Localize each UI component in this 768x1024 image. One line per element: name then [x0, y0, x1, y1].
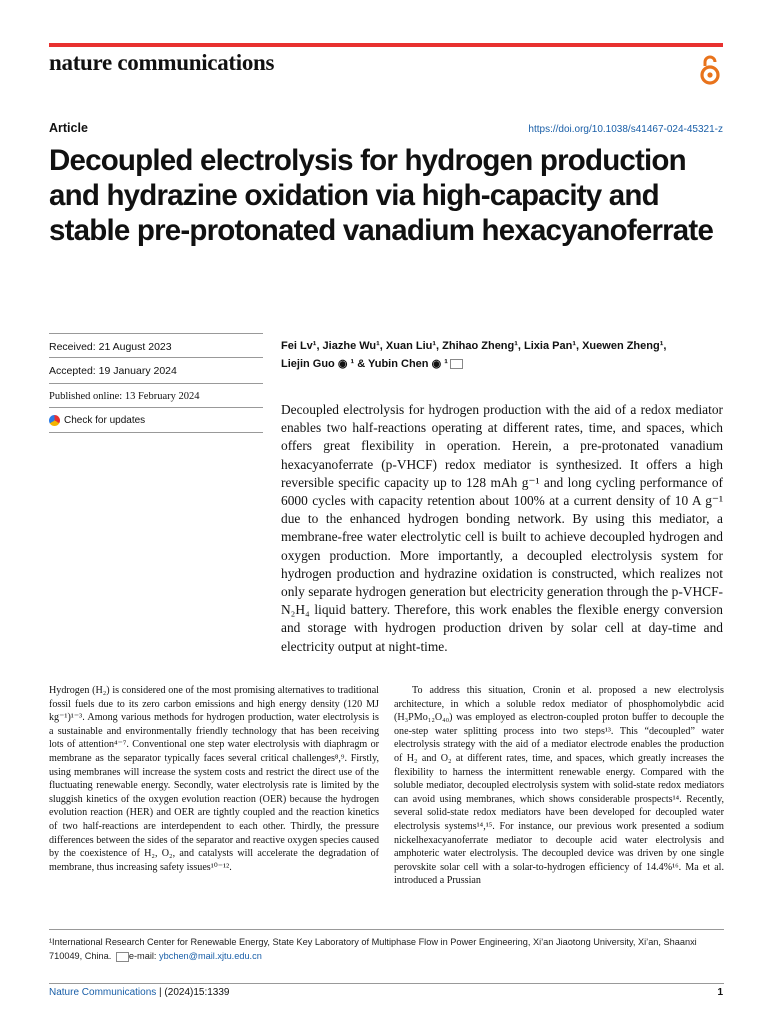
footer-divider — [49, 983, 724, 984]
paper-title: Decoupled electrolysis for hydrogen production and hydrazine oxidation via high-capacity and stable pre-protonated vanadium hexacyanoferrate — [49, 144, 714, 247]
body-column-1: Hydrogen (H₂) is considered one of the most promising alternatives to traditional fossil fuels due to its zero carbon emissions and high energy density (120 MJ kg⁻¹)¹⁻³. Among various methods for hydrogen production, water electrolysis is a sustainable and environmentally friendly technology that has been receiving lots of attention⁴⁻⁷. Conventional one step water electrolysis with diaphragm or membrane as the separator typically faces several critical challenges⁸,⁹. Firstly, using membranes will increase the system costs and restrict the direct use of the fluctuating renewable energy. Secondly, water electrolysis rate is limited by the sluggish kinetics of the oxygen evolution reaction (OER) because the hydrogen evolution reaction (HER) and OER are tightly coupled and the reaction kinetics of two half-reactions are interdependent to each other. Thirdly, the pressure differences between the sides of the separator and reactive oxygen species caused by the coexistence of H₂, O₂, and catalysts will accelerate the degradation of membrane, thus increasing safety issues¹⁰⁻¹². — [49, 685, 379, 873]
body-column-2: To address this situation, Cronin et al. proposed a new electrolysis architecture, in which a soluble redox mediator of phosphomolybdic acid (H₃PMo₁₂O₄₀) was employed as electron-coupled proton buffer to decouple the one-step water splitting process into two steps¹³. This “decoupled” water electrolysis strategy with the aid of a mediator electrode enables the production of H₂ and O₂ at different rates, time, and spaces, which greatly increases the flexibility to harness the intermittent renewable energy. Compared with the soluble mediator, decoupled electrolysis system with solid-state redox mediators can avoid using membranes, which shows considerable prospects¹⁴. Recently, several solid-state redox mediators have been developed for decoupled water electrolysis systems¹⁴,¹⁵. For instance, our previous work presented a sodium nickelhexacyanoferrate mediator to decouple acid water electrolysis and amphoteric water electrolysis. The decoupled device was driven by one single perovskite solar cell with a solar-to-hydrogen efficiency of 14.4%¹⁶. Ma et al. introduced a Prussian — [394, 685, 724, 887]
accepted-date: Accepted: 19 January 2024 — [49, 357, 263, 381]
page-number: 1 — [717, 987, 723, 998]
footer-citation: Nature Communications | (2024)15:1339 — [49, 987, 230, 998]
mail-icon[interactable] — [450, 359, 463, 369]
journal-name: nature communications — [49, 50, 275, 75]
affiliation-footnote: ¹International Research Center for Renewable Energy, State Key Laboratory of Multiphase Flow in Power Engineering, Xi’an Jiaotong University, Xi’an, Shaanxi 710049, China. e-mail: ybchen@mail.xjtu.edu.cn — [49, 937, 697, 961]
check-for-updates[interactable]: Check for updates — [49, 407, 263, 433]
open-access-icon — [697, 54, 723, 86]
abstract: Decoupled electrolysis for hydrogen production with the aid of a redox mediator enables two half-reactions operating at different rates, time, and spaces, which offers great flexibility in operation. Herein, a pre-protonated vanadium hexacyanoferrate (p-VHCF) redox mediator is synthesized. It offers a high reversible specific capacity up to 128 mAh g⁻¹ and long cycling performance of 6000 cycles with capacity retention about 100% at a current density of 10 A g⁻¹ due to the enhanced hydrogen bonding network. By using this mediator, a membrane-free water electrolytic cell is built to achieve decoupled hydrogen and oxygen production. More importantly, a decoupled electrolysis system for hydrogen production and hydrazine oxidation is constructed, which realizes not only separate hydrogen generation but electricity generation through the p-VHCF-N₂H₄ liquid battery. Therefore, this work enables the flexible energy conversion and storage with hydrogen production driven by solar cell at day-time and electricity output at night-time. — [281, 402, 723, 654]
author-line-1: Fei Lv¹, Jiazhe Wu¹, Xuan Liu¹, Zhihao Zheng¹, Lixia Pan¹, Xuewen Zheng¹, — [281, 340, 667, 352]
published-date: Published online: 13 February 2024 — [49, 383, 263, 407]
footnote-divider — [49, 929, 724, 930]
email-link[interactable]: ybchen@mail.xjtu.edu.cn — [159, 951, 262, 961]
mail-icon — [116, 952, 129, 962]
header-accent-bar — [49, 43, 723, 47]
received-date: Received: 21 August 2023 — [49, 333, 263, 357]
crossmark-icon — [49, 415, 60, 426]
article-type: Article — [49, 121, 88, 135]
author-line-2: Liejin Guo ◉ ¹ & Yubin Chen ◉ ¹ — [281, 358, 448, 370]
doi-link[interactable]: https://doi.org/10.1038/s41467-024-45321-z — [528, 124, 723, 135]
author-list — [281, 337, 721, 373]
